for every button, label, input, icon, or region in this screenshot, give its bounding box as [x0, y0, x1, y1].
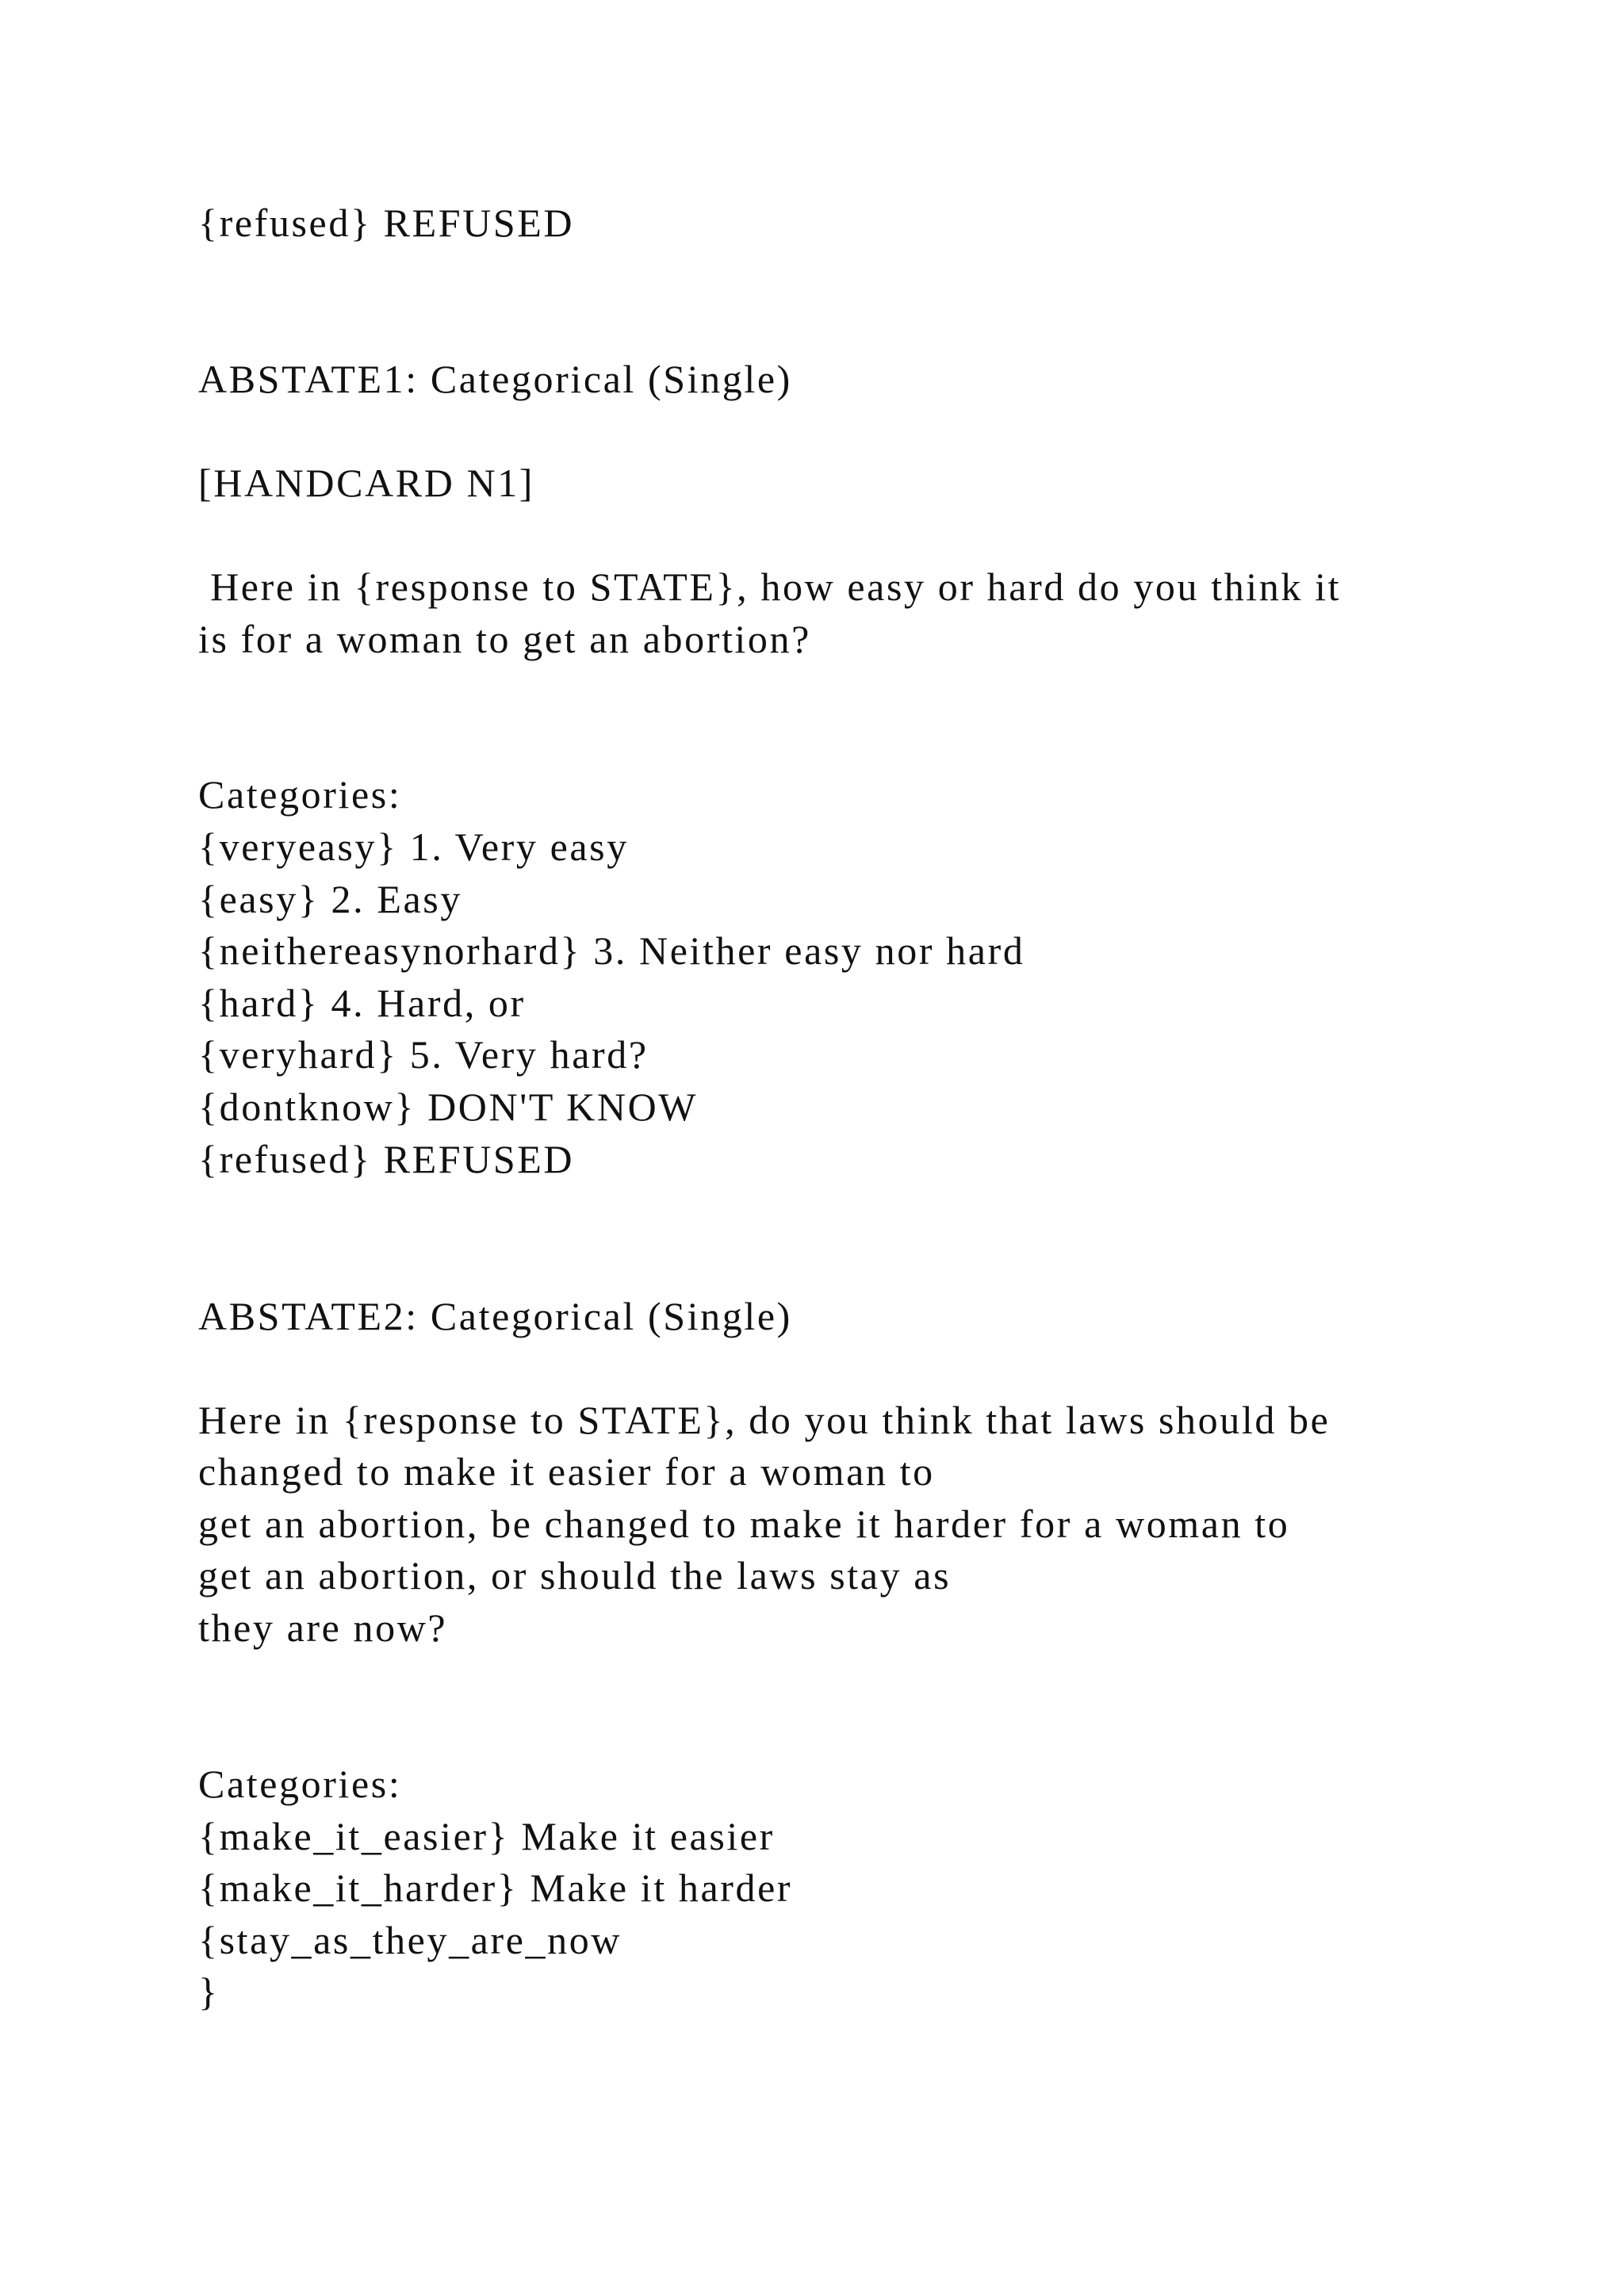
abstate2-categories-label: Categories: [198, 1762, 402, 1806]
abstate1-header: ABSTATE1: Categorical (Single) [198, 357, 792, 401]
abstate2-question-line: changed to make it easier for a woman to [198, 1449, 935, 1494]
abstate1-category-item: {veryhard} 5. Very hard? [198, 1032, 649, 1077]
abstate1-handcard: [HANDCARD N1] [198, 461, 535, 505]
abstate1-category-item: {hard} 4. Hard, or [198, 981, 526, 1025]
abstate2-category-item: {make_it_easier} Make it easier [198, 1814, 775, 1858]
abstate1-question-line: Here in {response to STATE}, how easy or hard do you think it [198, 564, 1342, 609]
abstate2-header: ABSTATE2: Categorical (Single) [198, 1294, 792, 1338]
abstate1-category-item: {refused} REFUSED [198, 1137, 575, 1181]
prev-refused-option: {refused} REFUSED [198, 201, 575, 245]
abstate1-question-line: is for a woman to get an abortion? [198, 617, 811, 661]
abstate2-category-item: {make_it_harder} Make it harder [198, 1866, 793, 1910]
abstate2-category-item: } [198, 1969, 220, 2014]
abstate1-category-item: {dontknow} DON'T KNOW [198, 1085, 699, 1129]
abstate2-question-line: they are now? [198, 1605, 448, 1650]
abstate1-category-item: {veryeasy} 1. Very easy [198, 825, 629, 869]
abstate1-categories-label: Categories: [198, 772, 402, 817]
abstate1-category-item: {neithereasynorhard} 3. Neither easy nor hard [198, 928, 1025, 973]
abstate2-category-item: {stay_as_they_are_now [198, 1918, 622, 1962]
abstate2-question-line: Here in {response to STATE}, do you think that laws should be [198, 1398, 1331, 1442]
abstate1-category-item: {easy} 2. Easy [198, 877, 462, 921]
abstate2-question-line: get an abortion, or should the laws stay as [198, 1553, 952, 1598]
abstate2-question-line: get an abortion, be changed to make it harder for a woman to [198, 1502, 1290, 1546]
